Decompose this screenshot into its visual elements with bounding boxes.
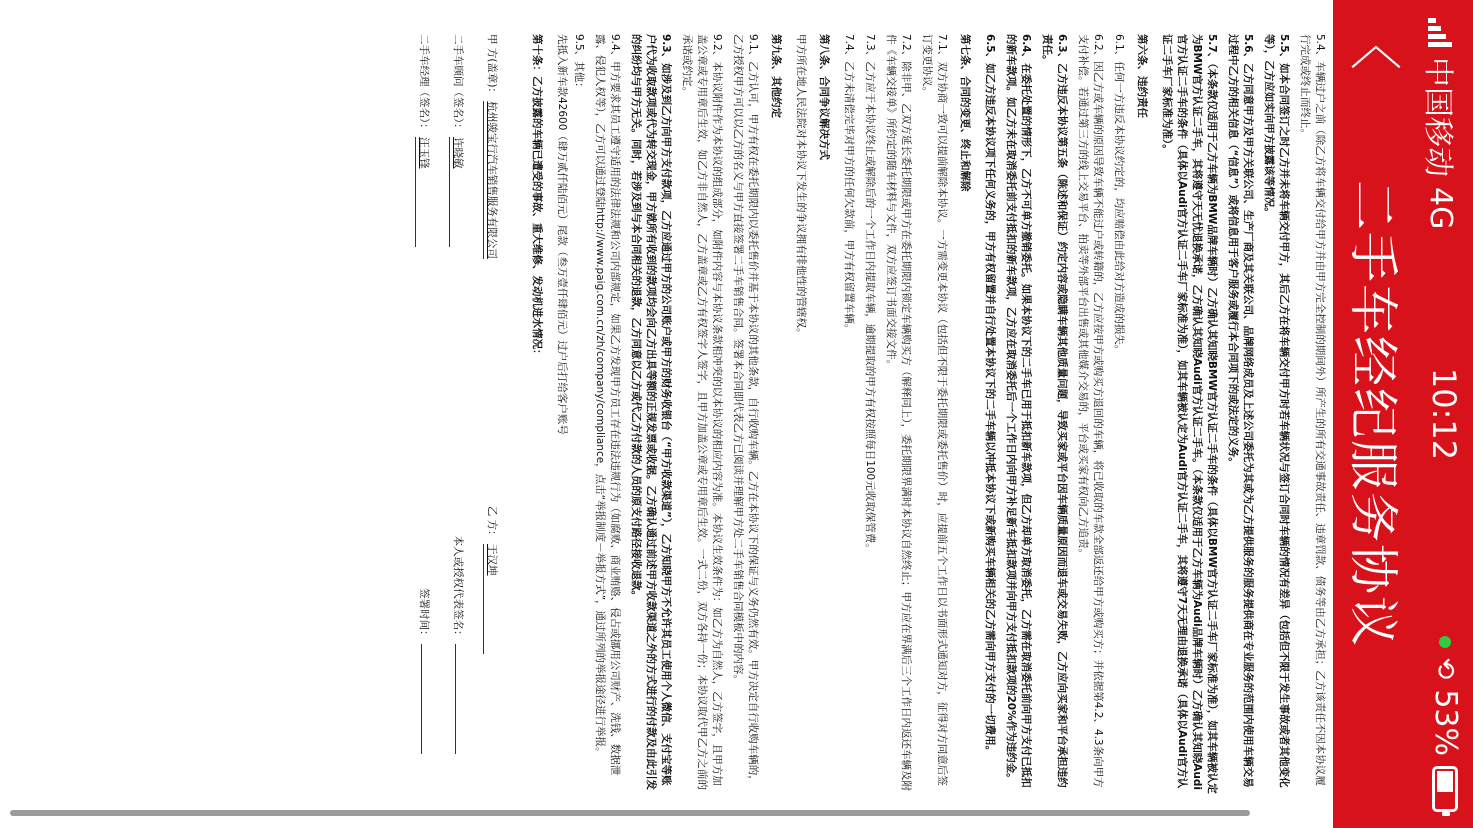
horizontal-scrollbar[interactable]: [10, 810, 1250, 816]
manager-label: 二手车经理（签名）：: [418, 34, 430, 134]
battery-percent: 53%: [1428, 689, 1463, 756]
clause-9-5-label: 9.5、其他：: [573, 34, 585, 93]
sign-date-label: 签署时间：: [418, 588, 430, 641]
clause-6-2: 6.2、因乙方或车辆的原因导致车辆不能过户或转籍的，乙方应按甲方或购买方退回的车辆，将已收取的车款全部返还给甲方或购买方；并依据第4.2、4.3条向甲方支付补偿。若通过第三方的线上交易平台、拍卖等外部平台出售或其他媒介交易的，平台或买家有权向乙方追责。: [1077, 34, 1104, 788]
party-a-value: 杭州骏宝行汽车销售服务有限公司: [483, 101, 499, 259]
representative: [449, 536, 465, 754]
party-b-label: 乙 方：: [486, 505, 498, 541]
clause-7-1: 7.1、双方协商一致可以提前解除本协议。一方需变更本协议（包括但不限于委托期限或委托售价）时，应提前五个工作日以书面形式通知对方，征得对方同意后签订变更协议。: [921, 34, 948, 786]
party-a: [483, 34, 499, 259]
sign-row-advisor: [449, 34, 465, 794]
clause-7-3: 7.3、乙方应于本协议终止或解除后的一个工作日内提取车辆，逾期提取的甲方有权按照每日100元收取保管费。: [864, 34, 876, 554]
signature-block: [415, 34, 499, 794]
clause-5-4: 5.4、车辆过户之前（除乙方将车辆交付给甲方并由甲方完全控制的期间外）所产生的所有交通事故责任、违章罚款、债务等由乙方承担；乙方该责任不因本协议履行完成或终止而终止。: [1299, 34, 1326, 786]
section-10-heading: 第十条：乙方披露的车辆已遭受的事故、重大维修、发动机进水情况：: [531, 34, 543, 360]
clause-9-2: 9.2、本协议附件作为本协议的组成部分，如附件内容与本协议条款相冲突的以本协议的相应内容为准。本协议生效条件为：如乙方为自然人，乙方签字，且甲方加盖公章或专用章后生效，如乙方非自然人，乙方盖章或乙方有权签字人签字，且甲方加盖公章或专用章后生效。一式二份，双方各持一份；本协议取代甲乙方之前的承诺或约定。: [681, 34, 723, 790]
clause-9-1: 9.1、乙方认可，甲方有权在委托期限内以委托售价并基于本协议的其他条款，自行收购车辆。乙方在本协议下的保证与义务仍然有效。甲方决定自行收购车辆的，乙方授权甲方可以以乙方的名义与甲方直接签署二手车销售合同。签署本合同即代表乙方已阅读并理解甲方处二手车销售合同模板中的内容。: [732, 34, 759, 786]
clause-5-5: 5.5、如本合同签订之时乙方并未将车辆交付甲方，其后乙方在将车辆交付甲方时若车辆状况与签订合同时车辆的情况有差异（包括但不限于发生事故或者其他变化等），乙方应如实向甲方披露该等情况。: [1263, 34, 1290, 788]
clause-6-4: 6.4、在委托处置的情形下，乙方不可单方撤销委托。如果本协议下的二手车已用于抵扣新车款项，但乙方却单方取消委托，乙方需在取消委托前向甲方支付已抵扣的新车款项。如乙方未在取消委托前支付抵扣的新车款项，乙方应在取消委托后一个工作日内向甲方补足新车抵扣款项并向甲方支付抵扣款项的20%作为违约金。: [1005, 34, 1032, 788]
carrier-label: 中国移动: [1420, 57, 1455, 177]
clause-6-5: 6.5、如乙方违反本协议项下任何义务的，甲方有权留置并自行处置本协议下的二手车辆以冲抵本协议下或新购买车辆相关的乙方需向甲方支付的一切费用。: [984, 34, 996, 757]
rotation-lock-icon: ⟲: [1430, 657, 1461, 680]
clause-5-6: 5.6、乙方同意甲方及甲方关联公司、生产厂商及其关联公司、品牌网络成员及上述公司委托为其或为乙方提供服务的服务提供商在专业服务的范围内使用车辆交易过程中乙方的相关信息（“信息”）或将信息用于客户服务或履行本合同项下的或法定的义务。: [1227, 34, 1254, 788]
back-button[interactable]: 〈: [1343, 17, 1403, 70]
clause-9-5-value: 先抵入新车款42600（肆万贰仟陆佰元）尾款（叁万壹仟肆佰元）过户后打给客户账号: [556, 34, 568, 435]
status-right: [1428, 636, 1463, 812]
party-b: [483, 506, 499, 654]
section-6-heading: 第六条、违约责任: [1136, 34, 1148, 118]
nav-bar: [1333, 0, 1413, 828]
advisor-label: 二手车顾问（签名）：: [452, 34, 464, 134]
section-7-heading: 第七条、合同的变更、终止和解除: [959, 34, 971, 192]
sign-date-line: [421, 644, 422, 754]
clock: 10:12: [1425, 367, 1463, 461]
active-dot-icon: [1440, 636, 1452, 648]
representative-label: 本人或授权代表签名：: [452, 535, 464, 641]
agreement-text: [409, 34, 1327, 794]
sign-date: [415, 588, 431, 754]
manager: [415, 34, 431, 247]
network-label: 4G: [1423, 187, 1459, 230]
clause-8-1: 甲方所在地人民法院对本协议下发生的争议拥有排他性的管辖权。: [795, 34, 807, 339]
manager-value: 汪玉锋: [415, 137, 431, 247]
sign-row-manager: [415, 34, 431, 794]
party-a-label: 甲 方(盖章)：: [486, 34, 498, 99]
party-b-value: 于汉坤: [483, 544, 499, 654]
clause-7-2: 7.2、除非甲、乙双方延长委托期限或甲方在委托期限内锁定车辆购买方（解释同上），委托期限界满时本协议自然终止；甲方应在界满后三个工作日内返还车辆及附件《车辆交接单》所约定的随车材料与文件，双方应签订书面交接文件。: [885, 34, 912, 791]
representative-line: [455, 644, 456, 754]
advisor-value: 许晓敏: [449, 137, 465, 247]
clause-9-4: 9.4、甲方要求其员工遵守适用的法律法规和公司内部规定，如果乙方发现甲方员工存在违法违规行为（如腐败、商业贿赂、侵占或挪用公司财产、洗钱、数据泄露、侵犯人权等），乙方可以通过登陆http://www.paig.com.cn/zh/company/compliance，点击“举报制度－举报方式”，通过所列的举报途径进行举报。: [594, 34, 621, 776]
battery-icon: [1433, 766, 1459, 812]
page-title: 二手车经纪服务协议: [1344, 180, 1402, 648]
advisor: [449, 34, 465, 247]
clause-6-3: 6.3、乙方违反本协议第五条（陈述和保证）约定内容或隐瞒车辆其他质量问题，导致买家或平台因车辆质量原因而退车或交易失败，乙方应向买家和平台承担违约责任。: [1041, 34, 1068, 788]
section-9-heading: 第九条、其他约定: [770, 34, 782, 118]
clause-7-4: 7.4、乙方未清偿完毕对甲方的任何欠款前，甲方有权留置车辆。: [843, 34, 855, 335]
section-8-heading: 第八条、合同争议解决方式: [818, 34, 830, 160]
status-bar: [1413, 0, 1473, 828]
sign-row-parties: [483, 34, 499, 794]
clause-5-7: 5.7、（本条款仅适用于乙方车辆为BMW品牌车辆时）乙方确认其知晓BMW官方认证二手车的条件（具体以BMW官方认证二手车厂家标准为准），如其车辆被认定为BMW官方认证二手车，其将遵守天无忧退换承诺，乙方确认其知晓Audi官方认证二手车。（本条款仅适用于乙方车辆为Audi品牌车辆时）乙方确认其知晓Audi官方认证二手车的条件（具体以Audi官方认证二手车厂家标准为准），如其车辆被认定为Audi官方认证二手车，其将遵守7天无理由退换承诺（具体以Audi官方认证二手车厂家标准为准）。: [1161, 34, 1218, 794]
clause-6-1: 6.1、任何一方违反本协议约定的，均应赔偿由此给对方造成的损失。: [1113, 34, 1125, 356]
clause-9-3: 9.3、如涉及到乙方向甲方支付款项，乙方应通过甲方的公司账户或甲方的财务收银台（“甲方收款渠道”），乙方知晓甲方不允许其员工使用个人微信、支付宝等账户代为收取款项或代为转交现金，甲方就所有收到的款项均会向乙方出具等额的正规发票或收据。乙方确认通过前述甲方收款渠道之外的方式进行的付款及由此引发的纠纷均与甲方无关。同时，若涉及到与本合同相关的退款，乙方同意以乙方或代乙方付款的人员的原支付路径接收退款。: [630, 34, 672, 790]
